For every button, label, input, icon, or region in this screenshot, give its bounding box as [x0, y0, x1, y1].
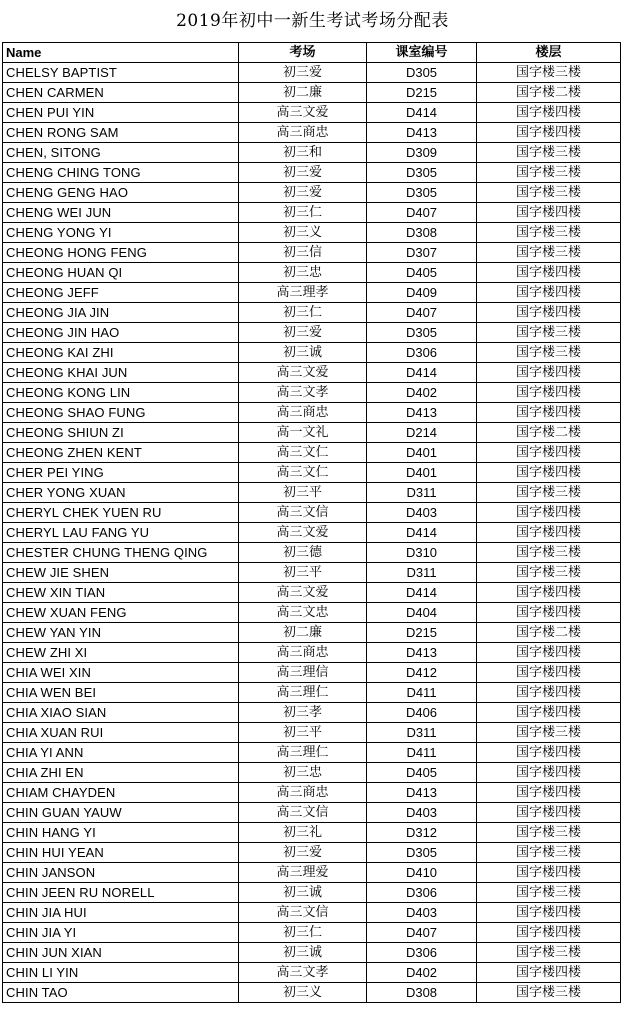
floor-cell: 国字楼三楼: [477, 543, 621, 563]
floor-cell: 国字楼四楼: [477, 303, 621, 323]
classroom-number-cell: D407: [367, 303, 477, 323]
classroom-number-cell: D305: [367, 843, 477, 863]
floor-cell: 国字楼三楼: [477, 223, 621, 243]
student-name-cell: CHIA WEI XIN: [3, 663, 239, 683]
classroom-number-cell: D401: [367, 443, 477, 463]
classroom-number-cell: D412: [367, 663, 477, 683]
table-row: [3, 823, 621, 843]
classroom-number-cell: D311: [367, 483, 477, 503]
floor-cell: 国字楼四楼: [477, 503, 621, 523]
classroom-number-cell: D215: [367, 83, 477, 103]
student-name-cell: CHENG CHING TONG: [3, 163, 239, 183]
table-row: [3, 83, 621, 103]
classroom-number-cell: D413: [367, 403, 477, 423]
student-name-cell: CHER YONG XUAN: [3, 483, 239, 503]
header-name: Name: [3, 43, 239, 63]
classroom-number-cell: D214: [367, 423, 477, 443]
classroom-number-cell: D414: [367, 363, 477, 383]
student-name-cell: CHEONG HONG FENG: [3, 243, 239, 263]
floor-cell: 国字楼四楼: [477, 703, 621, 723]
classroom-number-cell: D403: [367, 903, 477, 923]
exam-room-cell: 初三平: [239, 563, 367, 583]
exam-room-cell: 高三理仁: [239, 743, 367, 763]
floor-cell: 国字楼四楼: [477, 663, 621, 683]
floor-cell: 国字楼四楼: [477, 263, 621, 283]
floor-cell: 国字楼三楼: [477, 163, 621, 183]
exam-room-cell: 高三文孝: [239, 963, 367, 983]
floor-cell: 国字楼三楼: [477, 723, 621, 743]
classroom-number-cell: D310: [367, 543, 477, 563]
classroom-number-cell: D406: [367, 703, 477, 723]
exam-room-cell: 高三文仁: [239, 443, 367, 463]
table-row: [3, 603, 621, 623]
classroom-number-cell: D405: [367, 263, 477, 283]
floor-cell: 国字楼二楼: [477, 623, 621, 643]
student-name-cell: CHERYL CHEK YUEN RU: [3, 503, 239, 523]
floor-cell: 国字楼四楼: [477, 763, 621, 783]
floor-cell: 国字楼三楼: [477, 323, 621, 343]
student-name-cell: CHEONG JIA JIN: [3, 303, 239, 323]
exam-room-cell: 初三诚: [239, 883, 367, 903]
classroom-number-cell: D215: [367, 623, 477, 643]
table-row: [3, 143, 621, 163]
student-name-cell: CHIA WEN BEI: [3, 683, 239, 703]
table-row: [3, 403, 621, 423]
student-name-cell: CHEONG SHIUN ZI: [3, 423, 239, 443]
classroom-number-cell: D306: [367, 943, 477, 963]
student-name-cell: CHEN PUI YIN: [3, 103, 239, 123]
floor-cell: 国字楼四楼: [477, 803, 621, 823]
table-row: [3, 123, 621, 143]
table-row: [3, 683, 621, 703]
student-name-cell: CHIA XIAO SIAN: [3, 703, 239, 723]
student-name-cell: CHESTER CHUNG THENG QING: [3, 543, 239, 563]
exam-room-cell: 初三爱: [239, 183, 367, 203]
floor-cell: 国字楼二楼: [477, 423, 621, 443]
table-row: [3, 483, 621, 503]
student-name-cell: CHIAM CHAYDEN: [3, 783, 239, 803]
table-row: [3, 563, 621, 583]
classroom-number-cell: D414: [367, 103, 477, 123]
table-row: [3, 963, 621, 983]
floor-cell: 国字楼三楼: [477, 63, 621, 83]
floor-cell: 国字楼三楼: [477, 943, 621, 963]
floor-cell: 国字楼三楼: [477, 843, 621, 863]
classroom-number-cell: D413: [367, 123, 477, 143]
table-row: [3, 663, 621, 683]
exam-room-cell: 初三孝: [239, 703, 367, 723]
student-name-cell: CHEW XIN TIAN: [3, 583, 239, 603]
classroom-number-cell: D407: [367, 203, 477, 223]
table-row: [3, 343, 621, 363]
table-row: [3, 163, 621, 183]
exam-room-cell: 初三诚: [239, 343, 367, 363]
page-title: 2019年初中一新生考试考场分配表: [176, 11, 449, 31]
exam-room-cell: 初三爱: [239, 63, 367, 83]
exam-room-cell: 初三信: [239, 243, 367, 263]
student-name-cell: CHEW JIE SHEN: [3, 563, 239, 583]
classroom-number-cell: D307: [367, 243, 477, 263]
floor-cell: 国字楼四楼: [477, 443, 621, 463]
student-name-cell: CHIA YI ANN: [3, 743, 239, 763]
exam-room-cell: 初三忠: [239, 763, 367, 783]
student-name-cell: CHEONG JIN HAO: [3, 323, 239, 343]
floor-cell: 国字楼四楼: [477, 643, 621, 663]
classroom-number-cell: D309: [367, 143, 477, 163]
floor-cell: 国字楼四楼: [477, 683, 621, 703]
floor-cell: 国字楼四楼: [477, 603, 621, 623]
student-name-cell: CHIA ZHI EN: [3, 763, 239, 783]
classroom-number-cell: D402: [367, 383, 477, 403]
table-body: [3, 63, 621, 1003]
table-row: [3, 523, 621, 543]
student-name-cell: CHEONG HUAN QI: [3, 263, 239, 283]
student-name-cell: CHEN CARMEN: [3, 83, 239, 103]
student-name-cell: CHEN, SITONG: [3, 143, 239, 163]
classroom-number-cell: D410: [367, 863, 477, 883]
classroom-number-cell: D305: [367, 63, 477, 83]
exam-room-cell: 高三文忠: [239, 603, 367, 623]
student-name-cell: CHEONG ZHEN KENT: [3, 443, 239, 463]
classroom-number-cell: D308: [367, 983, 477, 1003]
exam-room-cell: 高三文孝: [239, 383, 367, 403]
classroom-number-cell: D413: [367, 643, 477, 663]
table-row: [3, 763, 621, 783]
student-name-cell: CHIN TAO: [3, 983, 239, 1003]
student-name-cell: CHEONG KHAI JUN: [3, 363, 239, 383]
header-floor: 楼层: [477, 43, 621, 63]
floor-cell: 国字楼四楼: [477, 863, 621, 883]
classroom-number-cell: D409: [367, 283, 477, 303]
exam-room-table: [2, 42, 621, 1003]
exam-room-cell: 高三文信: [239, 803, 367, 823]
table-row: [3, 863, 621, 883]
table-row: [3, 643, 621, 663]
table-row: [3, 783, 621, 803]
table-row: [3, 983, 621, 1003]
classroom-number-cell: D308: [367, 223, 477, 243]
student-name-cell: CHER PEI YING: [3, 463, 239, 483]
classroom-number-cell: D402: [367, 963, 477, 983]
table-row: [3, 183, 621, 203]
floor-cell: 国字楼四楼: [477, 523, 621, 543]
student-name-cell: CHEW ZHI XI: [3, 643, 239, 663]
floor-cell: 国字楼四楼: [477, 103, 621, 123]
classroom-number-cell: D305: [367, 163, 477, 183]
floor-cell: 国字楼四楼: [477, 903, 621, 923]
exam-room-cell: 高三商忠: [239, 403, 367, 423]
student-name-cell: CHELSY BAPTIST: [3, 63, 239, 83]
table-row: [3, 323, 621, 343]
table-row: [3, 423, 621, 443]
table-row: [3, 723, 621, 743]
table-row: [3, 803, 621, 823]
student-name-cell: CHEONG JEFF: [3, 283, 239, 303]
classroom-number-cell: D405: [367, 763, 477, 783]
student-name-cell: CHIN JIA YI: [3, 923, 239, 943]
table-row: [3, 743, 621, 763]
exam-room-cell: 初三礼: [239, 823, 367, 843]
classroom-number-cell: D413: [367, 783, 477, 803]
table-row: [3, 463, 621, 483]
table-row: [3, 203, 621, 223]
classroom-number-cell: D305: [367, 323, 477, 343]
exam-room-cell: 初三爱: [239, 163, 367, 183]
exam-room-cell: 高三文信: [239, 503, 367, 523]
classroom-number-cell: D411: [367, 743, 477, 763]
student-name-cell: CHIN JANSON: [3, 863, 239, 883]
table-row: [3, 63, 621, 83]
table-row: [3, 223, 621, 243]
table-row: [3, 923, 621, 943]
exam-room-cell: 初三德: [239, 543, 367, 563]
floor-cell: 国字楼四楼: [477, 963, 621, 983]
exam-room-cell: 初三仁: [239, 203, 367, 223]
exam-room-cell: 高三商忠: [239, 123, 367, 143]
table-row: [3, 843, 621, 863]
exam-room-cell: 高三商忠: [239, 783, 367, 803]
table-row: [3, 583, 621, 603]
student-name-cell: CHEONG SHAO FUNG: [3, 403, 239, 423]
floor-cell: 国字楼四楼: [477, 743, 621, 763]
classroom-number-cell: D401: [367, 463, 477, 483]
classroom-number-cell: D414: [367, 583, 477, 603]
exam-room-cell: 高三文爱: [239, 363, 367, 383]
floor-cell: 国字楼四楼: [477, 923, 621, 943]
floor-cell: 国字楼四楼: [477, 583, 621, 603]
floor-cell: 国字楼四楼: [477, 203, 621, 223]
header-exam-room: 考场: [239, 43, 367, 63]
exam-room-cell: 初二廉: [239, 83, 367, 103]
exam-room-cell: 高三理仁: [239, 683, 367, 703]
table-row: [3, 903, 621, 923]
table-row: [3, 883, 621, 903]
student-name-cell: CHEONG KONG LIN: [3, 383, 239, 403]
table-row: [3, 443, 621, 463]
student-name-cell: CHENG GENG HAO: [3, 183, 239, 203]
floor-cell: 国字楼四楼: [477, 383, 621, 403]
exam-room-cell: 初三平: [239, 483, 367, 503]
exam-room-cell: 初三义: [239, 983, 367, 1003]
classroom-number-cell: D311: [367, 563, 477, 583]
floor-cell: 国字楼二楼: [477, 83, 621, 103]
classroom-number-cell: D411: [367, 683, 477, 703]
table-row: [3, 283, 621, 303]
header-classroom-number: 课室编号: [367, 43, 477, 63]
classroom-number-cell: D403: [367, 503, 477, 523]
classroom-number-cell: D312: [367, 823, 477, 843]
table-row: [3, 503, 621, 523]
exam-room-cell: 高三文仁: [239, 463, 367, 483]
exam-room-cell: 初三仁: [239, 303, 367, 323]
student-name-cell: CHENG WEI JUN: [3, 203, 239, 223]
exam-room-cell: 初三平: [239, 723, 367, 743]
table-row: [3, 703, 621, 723]
exam-room-cell: 初二廉: [239, 623, 367, 643]
exam-room-cell: 初三义: [239, 223, 367, 243]
exam-room-cell: 初三爱: [239, 323, 367, 343]
floor-cell: 国字楼三楼: [477, 823, 621, 843]
exam-room-cell: 高一文礼: [239, 423, 367, 443]
floor-cell: 国字楼四楼: [477, 403, 621, 423]
student-name-cell: CHENG YONG YI: [3, 223, 239, 243]
floor-cell: 国字楼三楼: [477, 243, 621, 263]
table-row: [3, 943, 621, 963]
student-name-cell: CHEW YAN YIN: [3, 623, 239, 643]
exam-room-cell: 高三文爱: [239, 523, 367, 543]
table-row: [3, 263, 621, 283]
student-name-cell: CHIN JIA HUI: [3, 903, 239, 923]
student-name-cell: CHIN HANG YI: [3, 823, 239, 843]
floor-cell: 国字楼四楼: [477, 123, 621, 143]
classroom-number-cell: D407: [367, 923, 477, 943]
exam-room-cell: 初三仁: [239, 923, 367, 943]
student-name-cell: CHERYL LAU FANG YU: [3, 523, 239, 543]
classroom-number-cell: D311: [367, 723, 477, 743]
student-name-cell: CHIA XUAN RUI: [3, 723, 239, 743]
student-name-cell: CHEW XUAN FENG: [3, 603, 239, 623]
classroom-number-cell: D414: [367, 523, 477, 543]
table-row: [3, 363, 621, 383]
exam-room-cell: 高三文信: [239, 903, 367, 923]
classroom-number-cell: D404: [367, 603, 477, 623]
exam-room-cell: 初三爱: [239, 843, 367, 863]
floor-cell: 国字楼四楼: [477, 783, 621, 803]
table-row: [3, 383, 621, 403]
exam-room-cell: 初三忠: [239, 263, 367, 283]
exam-room-cell: 高三理信: [239, 663, 367, 683]
table-row: [3, 303, 621, 323]
exam-room-cell: 高三理孝: [239, 283, 367, 303]
exam-room-cell: 初三和: [239, 143, 367, 163]
student-name-cell: CHEN RONG SAM: [3, 123, 239, 143]
floor-cell: 国字楼四楼: [477, 283, 621, 303]
student-name-cell: CHEONG KAI ZHI: [3, 343, 239, 363]
student-name-cell: CHIN JEEN RU NORELL: [3, 883, 239, 903]
exam-room-cell: 高三理爱: [239, 863, 367, 883]
table-row: [3, 543, 621, 563]
floor-cell: 国字楼三楼: [477, 143, 621, 163]
table-row: [3, 103, 621, 123]
student-name-cell: CHIN JUN XIAN: [3, 943, 239, 963]
classroom-number-cell: D403: [367, 803, 477, 823]
classroom-number-cell: D306: [367, 343, 477, 363]
floor-cell: 国字楼三楼: [477, 883, 621, 903]
table-row: [3, 623, 621, 643]
floor-cell: 国字楼三楼: [477, 483, 621, 503]
exam-room-cell: 高三商忠: [239, 643, 367, 663]
floor-cell: 国字楼三楼: [477, 343, 621, 363]
floor-cell: 国字楼四楼: [477, 463, 621, 483]
classroom-number-cell: D306: [367, 883, 477, 903]
student-name-cell: CHIN GUAN YAUW: [3, 803, 239, 823]
student-name-cell: CHIN HUI YEAN: [3, 843, 239, 863]
student-name-cell: CHIN LI YIN: [3, 963, 239, 983]
classroom-number-cell: D305: [367, 183, 477, 203]
exam-room-cell: 高三文爱: [239, 583, 367, 603]
floor-cell: 国字楼四楼: [477, 363, 621, 383]
exam-room-cell: 初三诚: [239, 943, 367, 963]
floor-cell: 国字楼三楼: [477, 983, 621, 1003]
table-header-row: [3, 43, 621, 63]
table-row: [3, 243, 621, 263]
floor-cell: 国字楼三楼: [477, 183, 621, 203]
floor-cell: 国字楼三楼: [477, 563, 621, 583]
exam-room-cell: 高三文爱: [239, 103, 367, 123]
